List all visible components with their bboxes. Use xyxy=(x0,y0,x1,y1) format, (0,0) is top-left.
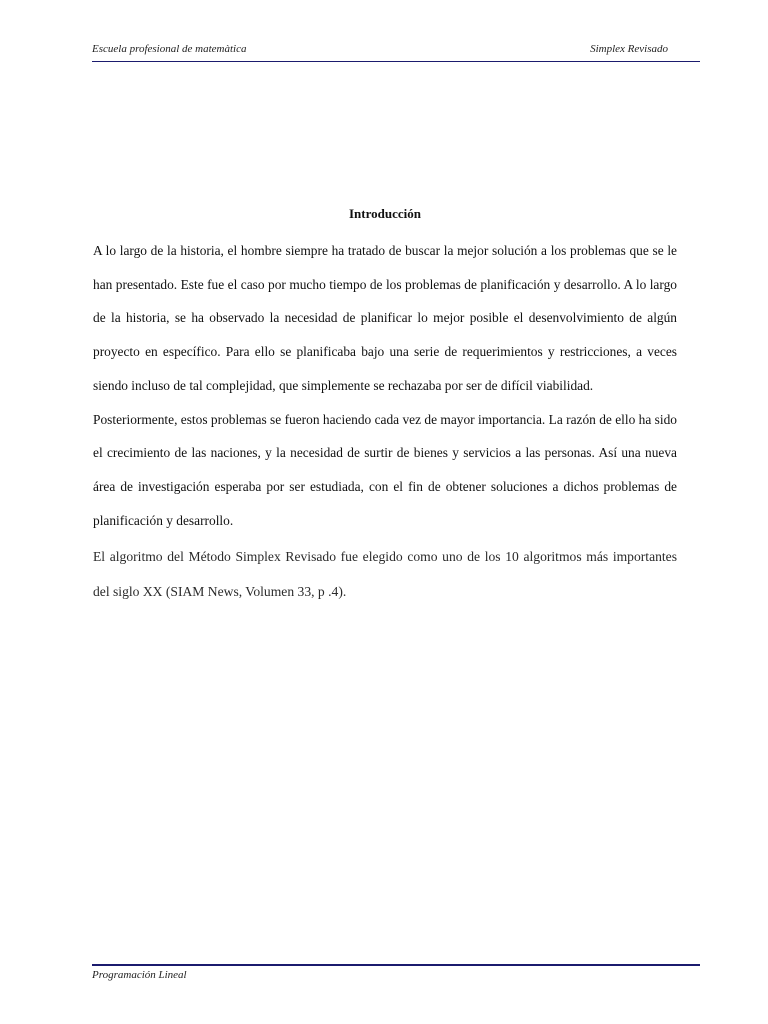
paragraph-algorithm: El algoritmo del Método Simplex Revisado fue elegido como uno de los 10 algoritmos más importantes del siglo XX (SIAM News, Volumen 33, p .4). xyxy=(93,549,677,600)
paragraph-history: A lo largo de la historia, el hombre siempre ha tratado de buscar la mejor solución a los problemas que se le han presentado. Este fue el caso por mucho tiempo de los problemas de planificación y desarrollo. A lo largo de la historia, se ha observado la necesidad de planificar lo mejor posible el desenvolvimiento de algún proyecto en específico. Para ello se planificaba bajo una serie de requerimientos y restricciones, a veces siendo incluso de tal complejidad, que simplemente se rechazaba por ser de difícil viabilidad. xyxy=(93,243,677,393)
paragraph-importance: Posteriormente, estos problemas se fueron haciendo cada vez de mayor importancia. La razón de ello ha sido el crecimiento de las naciones, y la necesidad de surtir de bienes y servicios a las personas. Así una nueva área de investigación esperaba por ser estudiada, con el fin de obtener soluciones a dichos problemas de planificación y desarrollo. xyxy=(93,411,677,528)
section-title: Introducción xyxy=(349,206,421,221)
footer-course-name: Programación Lineal xyxy=(92,969,187,981)
page-header xyxy=(92,40,700,62)
page-footer xyxy=(92,964,700,981)
header-document-topic: Simplex Revisado xyxy=(590,43,668,55)
document-body xyxy=(93,203,677,609)
header-school-name: Escuela profesional de matemàtica xyxy=(92,43,247,55)
